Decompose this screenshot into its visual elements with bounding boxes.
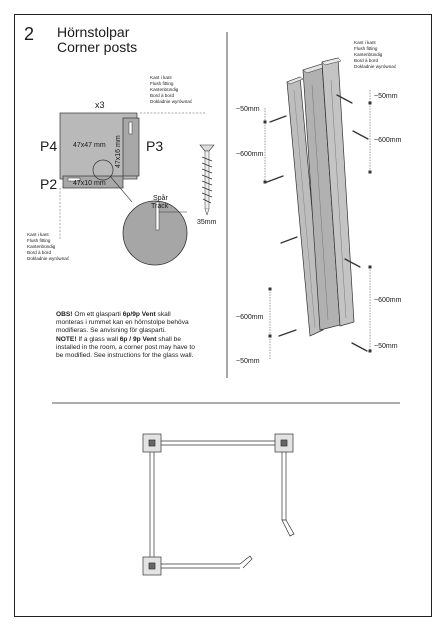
flush-labels-posts: Kant i kant Flush fitting Kantenbündig Bord à bord Dokladnie wyrównać [354, 40, 397, 69]
step-number: 2 [24, 24, 35, 44]
quantity-label: x3 [95, 100, 105, 110]
label-p4: P4 [40, 138, 58, 154]
dim-47x16: 47x16 mm [115, 135, 122, 168]
dim-low-left: ~600mm [236, 314, 264, 321]
dim-low-right: ~600mm [374, 297, 402, 304]
floor-plan [143, 434, 294, 575]
note-sv: OBS! Om ett glasparti 6p/9p Vent skall monteras i rummet kan en hörnstolpe behöva modifieras. Se anvisning för glasparti. [56, 311, 189, 335]
dim-mid-right: ~600mm [374, 137, 402, 144]
title-english: Corner posts [57, 39, 138, 55]
dim-47x47: 47x47 mm [73, 142, 106, 149]
magnified-track-circle [123, 201, 187, 265]
dim-top-right: ~50mm [374, 93, 398, 100]
dim-47x10: 47x10 mm [73, 180, 106, 187]
dim-top-left: ~50mm [236, 106, 260, 113]
note-en: NOTE! If a glass wall 6p / 9p Vent shall be installed in the room, a corner post may have to be modified. See instructions for the glass wall. [56, 335, 195, 360]
flush-labels-detail-bottom: Kant i kant Flush fitting Kantenbündig Bord à bord Dokladnie wyrównać [27, 232, 70, 261]
dim-bottom-right: ~50mm [374, 343, 398, 350]
label-p3: P3 [146, 138, 164, 154]
dim-mid-left: ~600mm [236, 151, 264, 158]
label-p2: P2 [40, 176, 58, 192]
screw-length: 35mm [197, 219, 217, 226]
flush-labels-detail-top: Kant i kant Flush fitting Kantenbündig Bord à bord Dokladnie wyrównać [150, 75, 193, 104]
corner-section-detail [60, 113, 205, 265]
dim-bottom-left: ~50mm [236, 358, 260, 365]
screw-icon [200, 145, 214, 215]
track-label-sv: Spår [153, 195, 168, 202]
corner-post-assembly [287, 58, 354, 336]
installation-note [56, 311, 196, 360]
track-label-en: Track [151, 203, 169, 210]
title-swedish: Hörnstolpar [57, 24, 130, 40]
track-groove [129, 122, 132, 134]
